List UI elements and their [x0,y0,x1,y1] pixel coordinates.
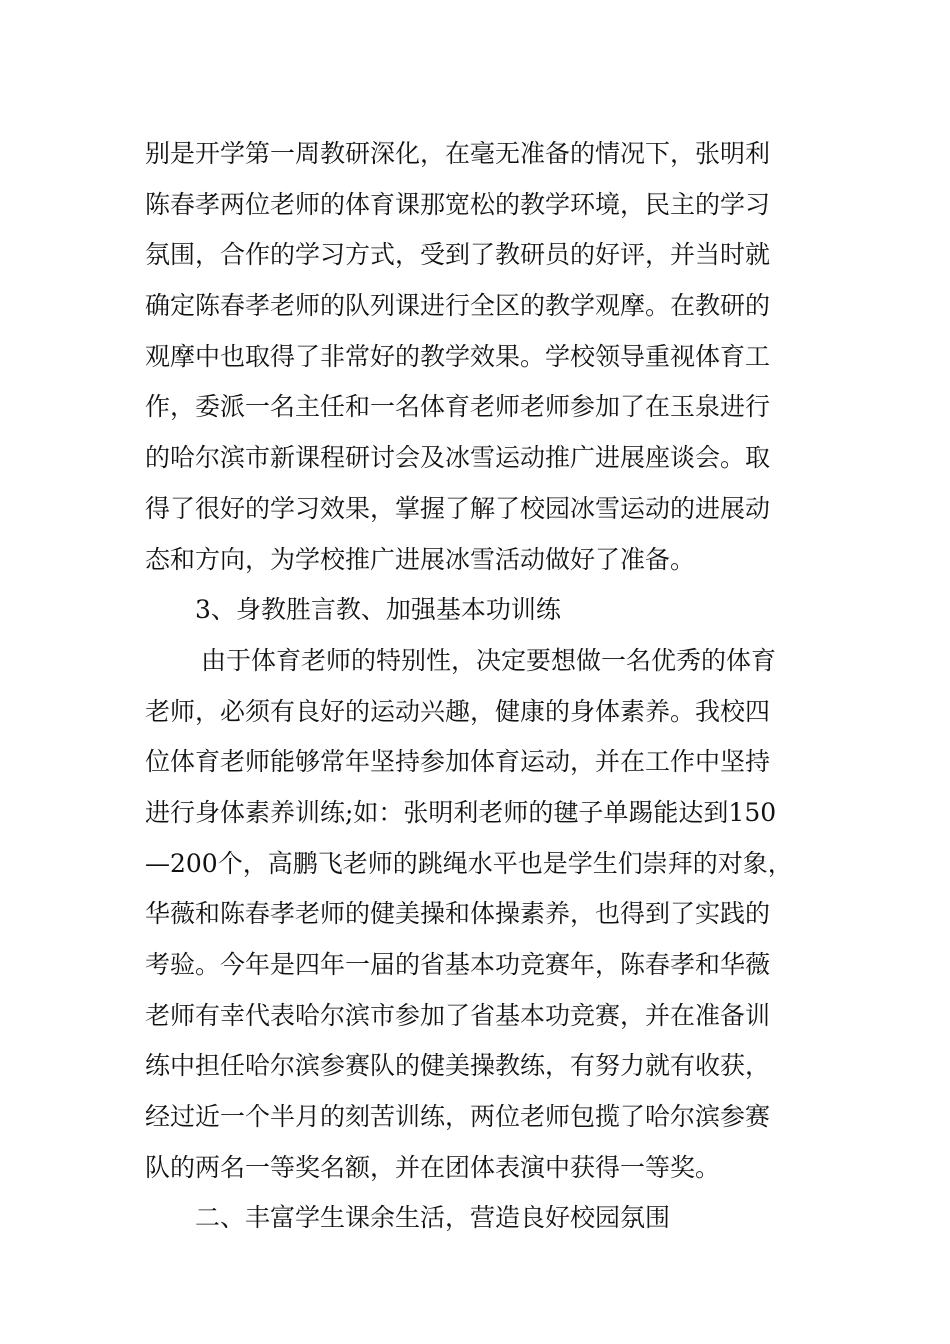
body-line: 的哈尔滨市新课程研讨会及冰雪运动推广进展座谈会。取 [145,443,771,473]
body-line: 华薇和陈春孝老师的健美操和体操素养，也得到了实践的 [145,899,771,929]
body-line: 氛围，合作的学习方式，受到了教研员的好评，并当时就 [145,240,771,270]
section-heading-3: 3、身教胜言教、加强基本功训练 [195,595,561,625]
section-heading-2: 二、丰富学生课余生活，营造良好校园氛围 [195,1203,671,1233]
body-line: 进行身体素养训练;如：张明利老师的毽子单踢能达到150 [145,797,777,827]
body-line: 老师有幸代表哈尔滨市参加了省基本功竞赛，并在准备训 [145,1000,771,1030]
body-line: 老师，必须有良好的运动兴趣，健康的身体素养。我校四 [145,696,771,726]
paragraph-first-line: 由于体育老师的特别性，决定要想做一名优秀的体育 [201,645,777,675]
body-line: 作，委派一名主任和一名体育老师老师参加了在玉泉进行 [145,392,771,422]
body-line: 陈春孝两位老师的体育课那宽松的教学环境，民主的学习 [145,189,771,219]
body-line: 考验。今年是四年一届的省基本功竞赛年，陈春孝和华薇 [145,950,771,979]
body-line: 得了很好的学习效果，掌握了解了校园冰雪运动的进展动 [145,493,771,523]
body-line: 态和方向，为学校推广进展冰雪活动做好了准备。 [145,544,696,574]
body-line: —200个，高鹏飞老师的跳绳水平也是学生们崇拜的对象， [145,848,793,878]
body-line: 练中担任哈尔滨参赛队的健美操教练，有努力就有收获， [145,1051,771,1081]
body-line: 观摩中也取得了非常好的教学效果。学校领导重视体育工 [145,341,771,371]
body-line: 确定陈春孝老师的队列课进行全区的教学观摩。在教研的 [145,291,771,321]
body-line: 队的两名一等奖名额，并在团体表演中获得一等奖。 [145,1152,721,1182]
body-line: 位体育老师能够常年坚持参加体育运动，并在工作中坚持 [145,747,771,777]
document-body [145,129,810,1244]
body-line: 经过近一个半月的刻苦训练，两位老师包揽了哈尔滨参赛 [145,1102,771,1132]
body-line: 别是开学第一周教研深化，在毫无准备的情况下，张明利 [145,139,771,168]
